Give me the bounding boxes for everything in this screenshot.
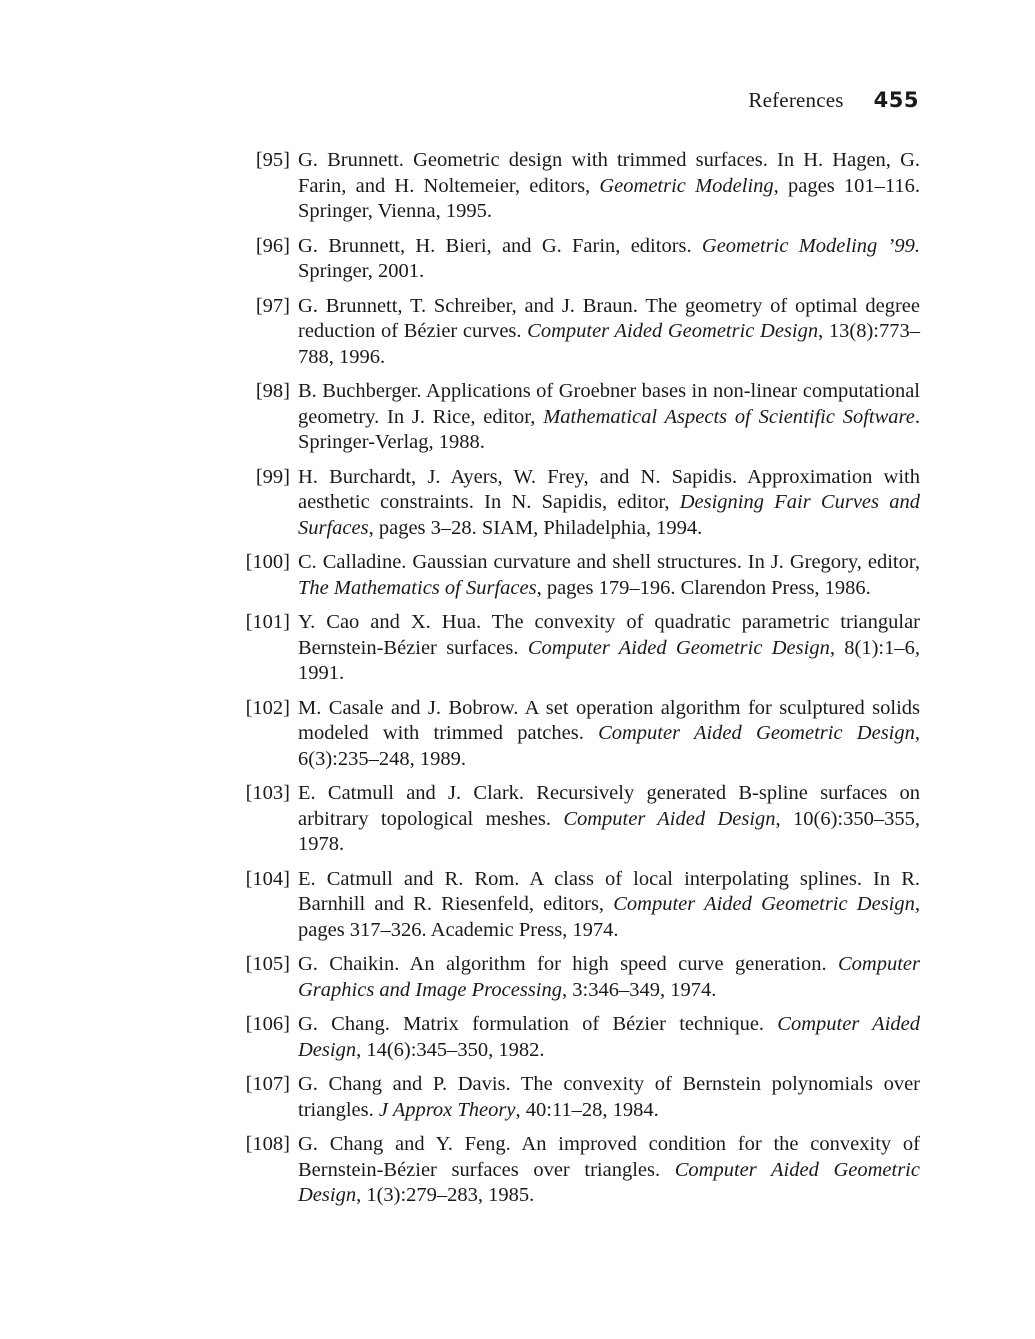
reference-text	[298, 235, 920, 283]
reference-title-italic: Computer Aided Geometric Design	[527, 320, 819, 342]
reference-text	[298, 697, 920, 770]
reference-text-part: , 14(6):345–350, 1982.	[356, 1038, 545, 1061]
reference-text-part: , 8(1):1–6, 1991.	[298, 636, 920, 684]
reference-label: [105]	[245, 953, 290, 975]
reference-text-part: , pages 101–116. Springer, Vienna, 1995.	[298, 174, 920, 222]
reference-entry	[232, 696, 920, 773]
reference-text-part: G. Brunnett, H. Bieri, and G. Farin, editors.	[298, 234, 702, 257]
reference-text-part: , 6(3):235–248, 1989.	[298, 722, 920, 770]
reference-title-italic: Designing Fair Curves and Surfaces	[298, 491, 921, 539]
reference-title-italic: The Mathematics of Surfaces	[298, 576, 537, 599]
reference-text-part: E. Catmull and J. Clark. Recursively generated B-spline surfaces on arbitrary topological meshes.	[298, 782, 920, 830]
reference-text-part: G. Chang and Y. Feng. An improved condition for the convexity of Bernstein-Bézier surfaces over triangles.	[298, 1133, 920, 1181]
reference-text-part: , pages 179–196. Clarendon Press, 1986.	[536, 576, 871, 599]
reference-text	[298, 149, 920, 222]
section-title: References	[748, 88, 844, 112]
running-head	[748, 88, 919, 113]
reference-entry	[232, 610, 920, 687]
reference-text-part: H. Burchardt, J. Ayers, W. Frey, and N. Sapidis. Approximation with aesthetic constraints. In N. Sapidis, editor,	[298, 465, 920, 513]
reference-label: [101]	[245, 611, 290, 633]
reference-text-part: , 40:11–28, 1984.	[515, 1098, 659, 1121]
reference-entry	[232, 465, 920, 542]
reference-text-part: , 1(3):279–283, 1985.	[356, 1184, 535, 1206]
reference-text	[298, 953, 920, 1001]
reference-label: [96]	[255, 234, 290, 257]
reference-text-part: , 13(8):773–788, 1996.	[298, 320, 920, 368]
reference-text-part: E. Catmull and R. Rom. A class of local interpolating splines. In R. Barnhill and R. Riesenfeld, editors,	[298, 867, 920, 915]
reference-title-italic: J Approx Theory	[378, 1098, 516, 1121]
reference-text	[298, 611, 920, 684]
reference-text-part: G. Chaikin. An algorithm for high speed curve generation.	[298, 953, 838, 975]
reference-text	[298, 551, 920, 599]
reference-label: [107]	[245, 1073, 290, 1095]
reference-text-part: C. Calladine. Gaussian curvature and shell structures. In J. Gregory, editor,	[298, 551, 920, 573]
reference-text-part: Y. Cao and X. Hua. The convexity of quadratic parametric triangular Bernstein-Bézier surfaces.	[298, 611, 920, 659]
reference-entry	[232, 148, 920, 225]
reference-text-part: , pages 3–28. SIAM, Philadelphia, 1994.	[368, 516, 703, 539]
reference-title-italic: Computer Aided Design	[563, 807, 776, 830]
reference-text	[298, 1013, 920, 1061]
reference-title-italic: Computer Graphics and Image Processing	[298, 953, 920, 1001]
reference-entry	[232, 781, 920, 858]
reference-text-part: . Springer-Verlag, 1988.	[298, 405, 920, 453]
reference-text	[298, 868, 920, 941]
reference-text-part: G. Brunnett. Geometric design with trimmed surfaces. In H. Hagen, G. Farin, and H. Noltemeier, editors,	[298, 149, 920, 197]
reference-label: [103]	[245, 782, 290, 804]
reference-text	[298, 380, 920, 453]
reference-text-part: G. Chang and P. Davis. The convexity of Bernstein polynomials over triangles.	[298, 1073, 920, 1121]
reference-title-italic: Computer Aided Geometric Design	[598, 722, 915, 744]
reference-entry	[232, 1132, 920, 1209]
reference-label: [106]	[245, 1013, 290, 1035]
reference-text-part: , pages 317–326. Academic Press, 1974.	[298, 893, 920, 941]
reference-text-part: G. Chang. Matrix formulation of Bézier technique.	[298, 1013, 778, 1035]
reference-text	[298, 782, 920, 855]
reference-text-part: G. Brunnett, T. Schreiber, and J. Braun. The geometry of optimal degree reduction of Bézier curves.	[298, 294, 920, 342]
page-number: 455	[873, 88, 919, 112]
reference-title-italic: Computer Aided Geometric Design	[298, 1158, 920, 1206]
reference-entry	[232, 1012, 920, 1063]
reference-text-part: Springer, 2001.	[298, 260, 425, 282]
reference-list	[232, 148, 920, 1218]
reference-label: [97]	[255, 294, 290, 317]
reference-label: [108]	[245, 1133, 290, 1155]
reference-text	[298, 295, 920, 368]
reference-label: [98]	[255, 380, 290, 402]
reference-entry	[232, 867, 920, 944]
reference-title-italic: Computer Aided Geometric Design	[527, 636, 830, 659]
reference-text	[298, 1073, 920, 1121]
reference-text-part: , 3:346–349, 1974.	[562, 978, 717, 1001]
reference-title-italic: Computer Aided Design	[298, 1013, 920, 1061]
reference-text-part: M. Casale and J. Bobrow. A set operation algorithm for sculptured solids modeled with trimmed patches.	[298, 696, 920, 744]
reference-text-part: , 10(6):350–355, 1978.	[298, 807, 920, 855]
reference-entry	[232, 1072, 920, 1123]
reference-text	[298, 466, 920, 539]
reference-entry	[232, 379, 920, 456]
reference-entry	[232, 294, 920, 371]
reference-text	[298, 1133, 920, 1206]
reference-title-italic: Mathematical Aspects of Scientific Software	[543, 405, 915, 428]
reference-entry	[232, 550, 920, 601]
reference-label: [95]	[255, 149, 290, 171]
reference-label: [104]	[245, 867, 290, 890]
reference-label: [102]	[245, 696, 290, 719]
reference-title-italic: Computer Aided Geometric Design	[613, 893, 915, 915]
reference-text-part: B. Buchberger. Applications of Groebner bases in non-linear computational geometry. In J. Rice, editor,	[298, 380, 920, 428]
reference-title-italic: Geometric Modeling ’99.	[701, 234, 921, 257]
reference-label: [99]	[255, 465, 290, 488]
reference-entry	[232, 234, 920, 285]
reference-label: [100]	[245, 551, 290, 573]
reference-entry	[232, 952, 920, 1003]
reference-title-italic: Geometric Modeling	[599, 174, 774, 197]
